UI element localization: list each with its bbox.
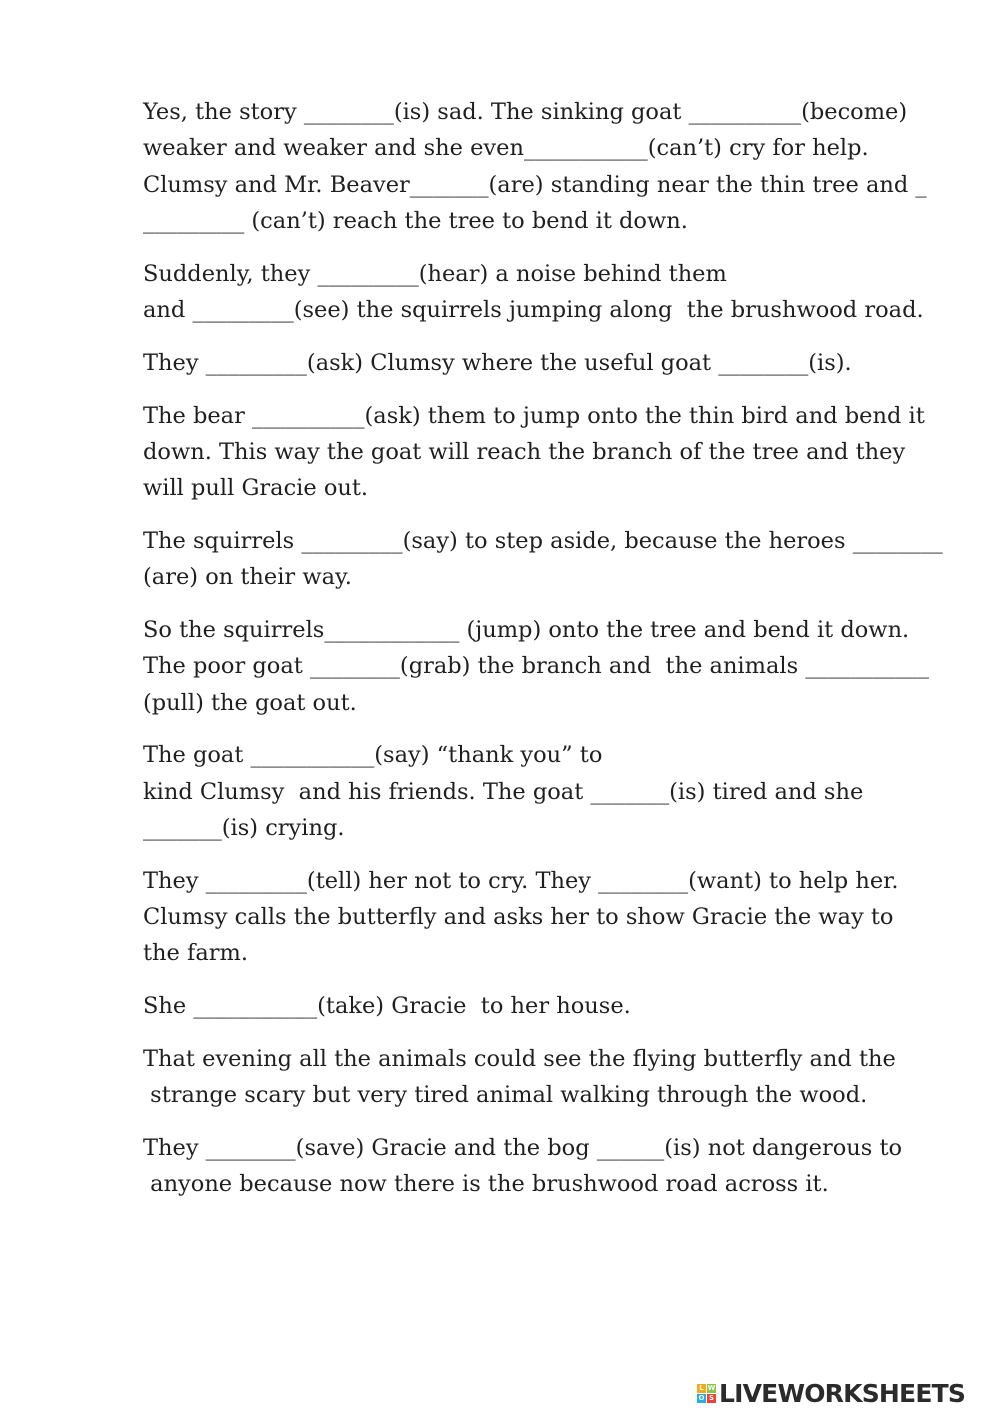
logo-mark-icon: [697, 1384, 716, 1403]
paragraph-line: (are) on their way.: [143, 564, 352, 591]
worksheet-paragraph: [143, 863, 943, 972]
paragraph-line: That evening all the animals could see the flying butterfly and the: [143, 1046, 896, 1073]
liveworksheets-logo: [697, 1379, 965, 1407]
paragraph-line: The squirrels _________(say) to step aside, because the heroes ________: [143, 527, 943, 554]
logo-mark-cell: S: [708, 1393, 715, 1402]
paragraph-line: and _________(see) the squirrels jumping along the brushwood road.: [143, 296, 924, 323]
paragraph-line: She ___________(take) Gracie to her house.: [143, 993, 631, 1020]
worksheet-paragraph: [143, 612, 943, 721]
worksheet-paragraph: [143, 256, 943, 329]
paragraph-line: _______(is) crying.: [143, 815, 345, 842]
logo-mark-cell: L: [697, 1384, 706, 1393]
worksheet-paragraph: [143, 1041, 943, 1114]
paragraph-line: Yes, the story ________(is) sad. The sinking goat __________(become): [143, 99, 908, 125]
paragraph-line: (pull) the goat out.: [143, 689, 357, 716]
paragraph-line: Clumsy and Mr. Beaver_______(are) standing near the thin tree and _: [143, 171, 927, 198]
paragraph-line: _________ (can’t) reach the tree to bend it down.: [143, 207, 688, 234]
paragraph-line: They _________(tell) her not to cry. They ________(want) to help her.: [143, 867, 899, 894]
logo-mark-cell: O: [698, 1393, 705, 1402]
paragraph-line: Suddenly, they _________(hear) a noise behind them: [143, 260, 727, 287]
paragraph-line: strange scary but very tired animal walking through the wood.: [143, 1082, 868, 1109]
paragraph-line: down. This way the goat will reach the branch of the tree and they: [143, 438, 906, 465]
worksheet-paragraph: [143, 737, 943, 846]
worksheet-paragraph: [143, 523, 943, 596]
paragraph-line: So the squirrels____________ (jump) onto the tree and bend it down.: [143, 617, 910, 644]
worksheet-paragraph: [143, 1130, 943, 1203]
paragraph-line: weaker and weaker and she even___________(can’t) cry for help.: [143, 135, 869, 162]
worksheet-body: [143, 94, 943, 1219]
paragraph-line: They ________(save) Gracie and the bog ______(is) not dangerous to: [143, 1135, 903, 1162]
logo-text: LIVEWORKSHEETS: [719, 1378, 966, 1408]
paragraph-line: The bear __________(ask) them to jump onto the thin bird and bend it: [143, 402, 925, 429]
worksheet-paragraph: [143, 94, 943, 239]
worksheet-paragraph: [143, 398, 943, 507]
worksheet-paragraph: [143, 988, 943, 1024]
paragraph-line: will pull Gracie out.: [143, 475, 369, 502]
paragraph-line: kind Clumsy and his friends. The goat _______(is) tired and she: [143, 778, 864, 805]
paragraph-line: The poor goat ________(grab) the branch and the animals ___________: [143, 653, 930, 680]
paragraph-line: anyone because now there is the brushwood road across it.: [143, 1171, 829, 1198]
worksheet-paragraph: [143, 345, 943, 381]
logo-mark-cell: W: [707, 1383, 716, 1392]
paragraph-line: Clumsy calls the butterfly and asks her to show Gracie the way to: [143, 904, 894, 931]
paragraph-line: The goat ___________(say) “thank you” to: [143, 742, 603, 769]
paragraph-line: the farm.: [143, 940, 248, 967]
paragraph-line: They _________(ask) Clumsy where the useful goat ________(is).: [143, 349, 852, 376]
